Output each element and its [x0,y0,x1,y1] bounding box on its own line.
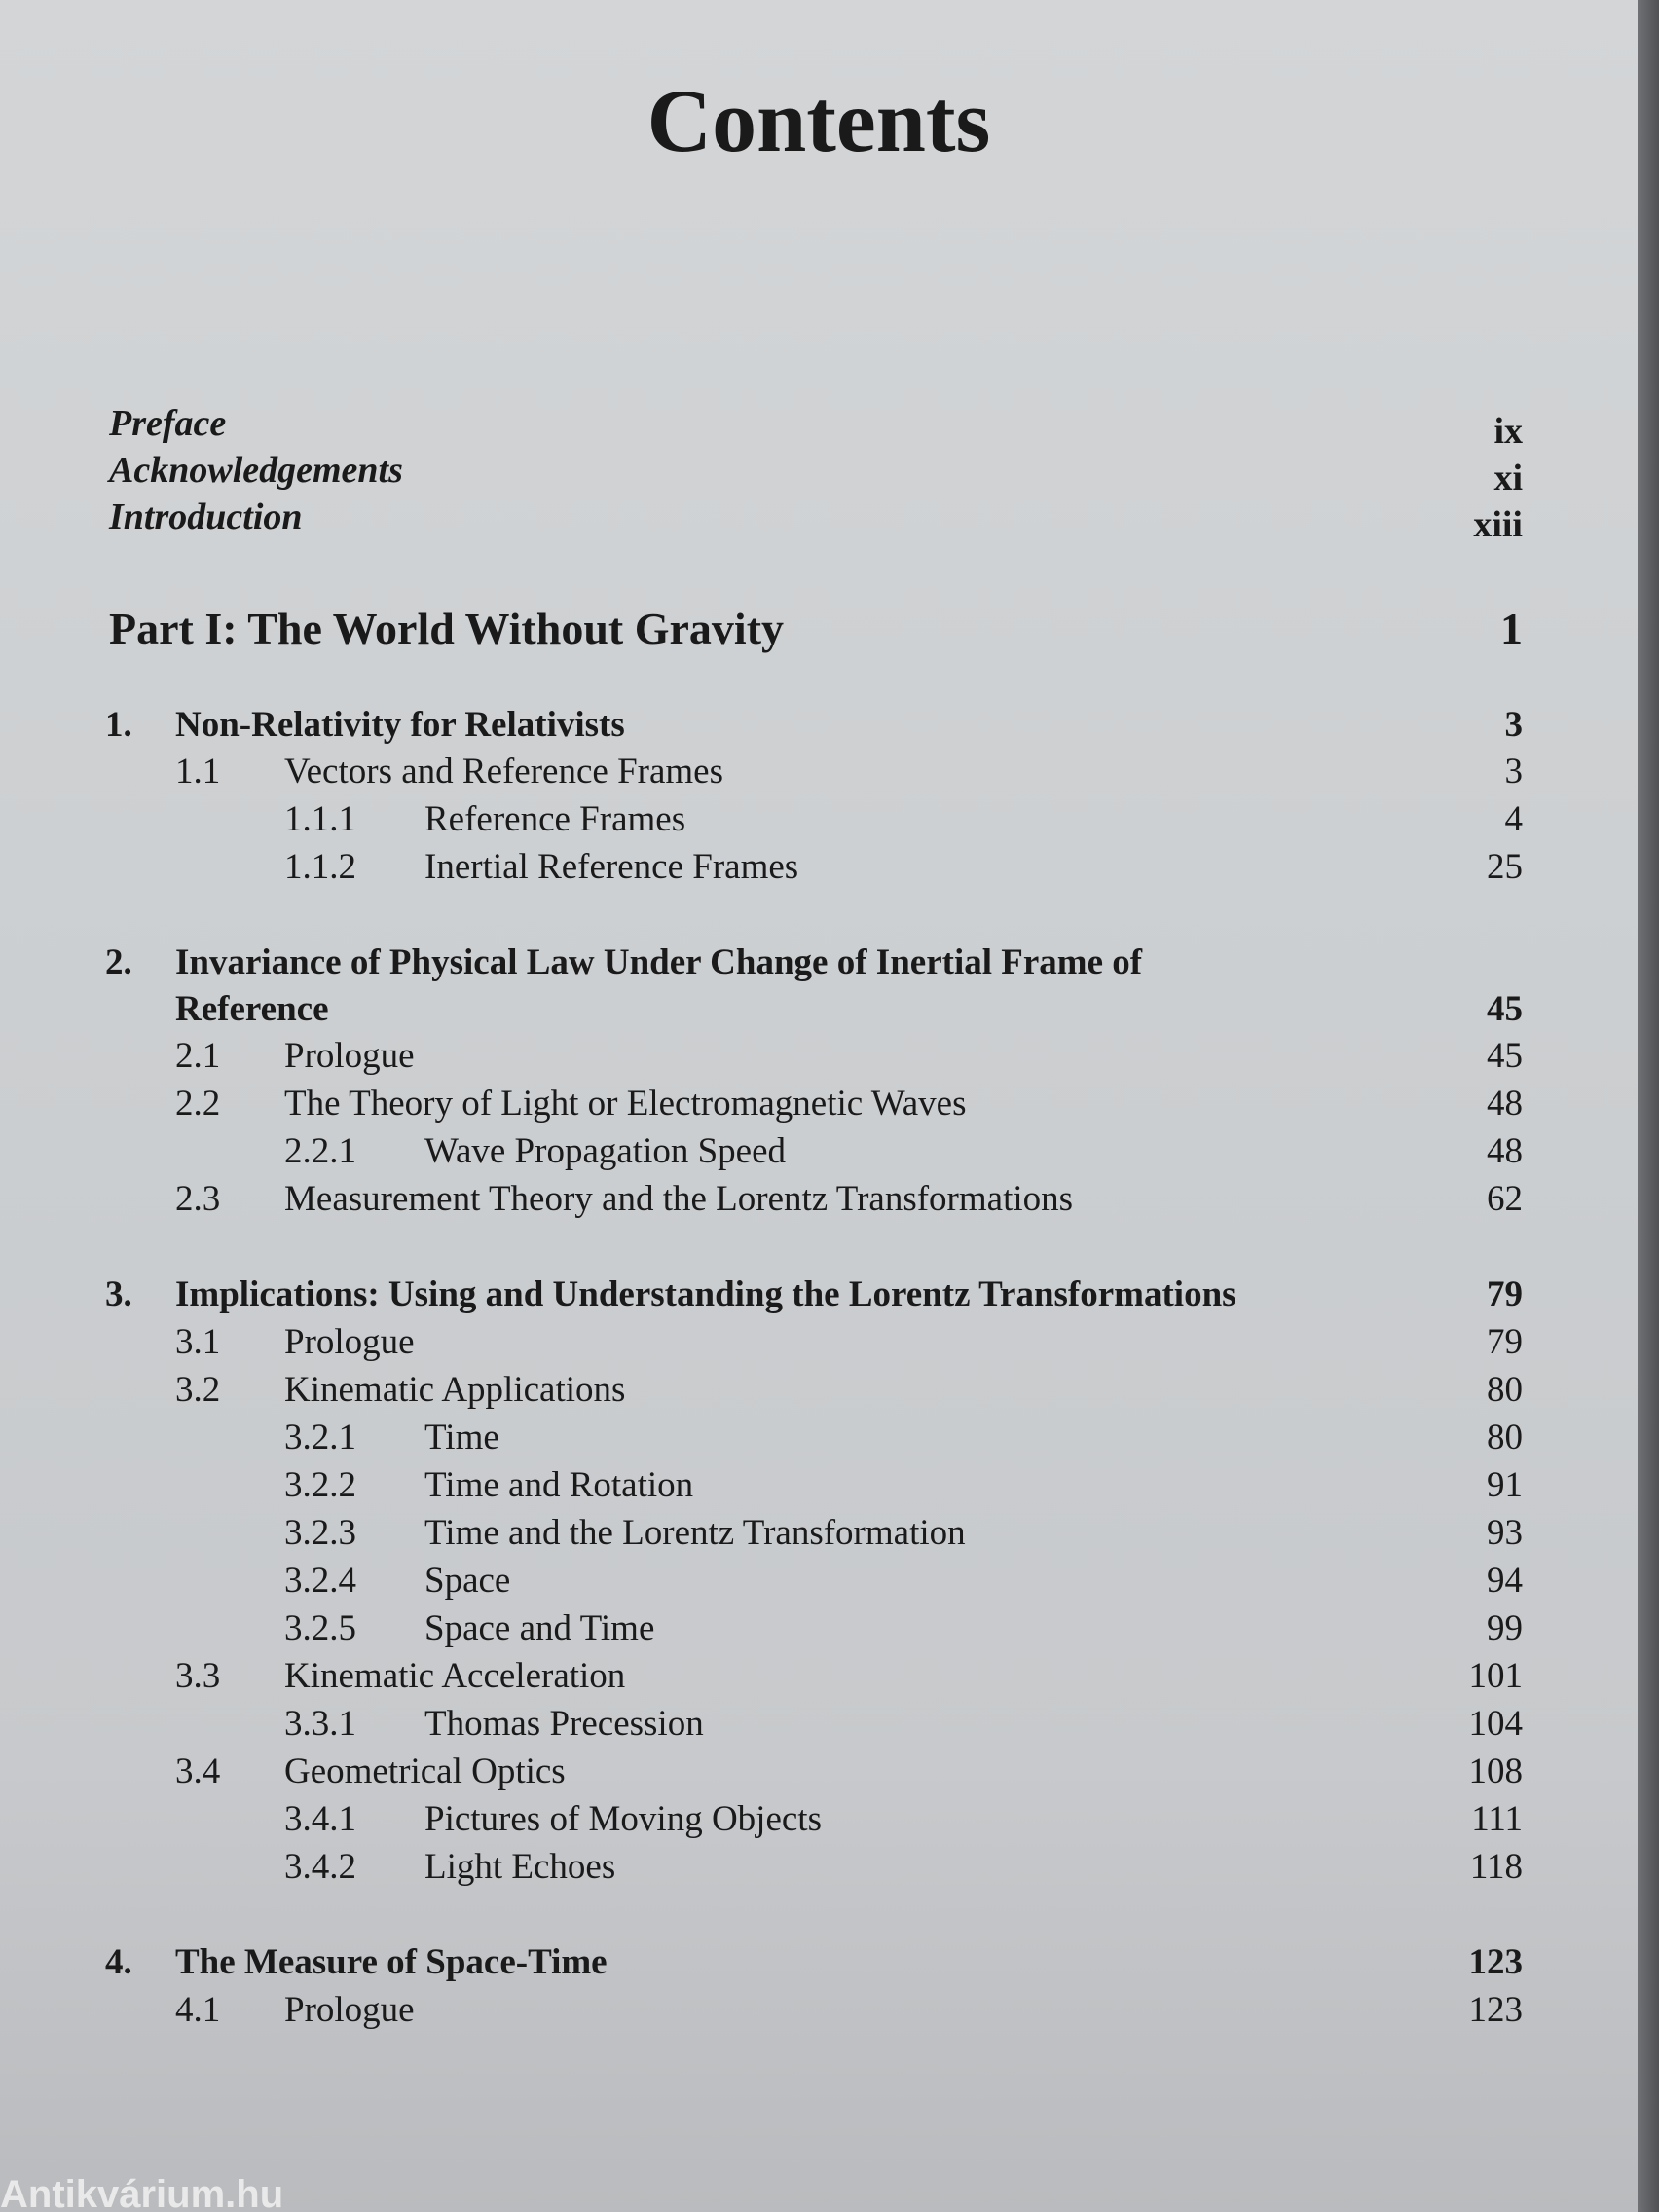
entry-number: 3.1 [175,1322,221,1362]
entry-title: Kinematic Acceleration [284,1656,626,1696]
entry-title: Space and Time [424,1608,655,1648]
entry-page: 3 [1504,705,1523,745]
entry-number: 3.2.2 [284,1465,356,1505]
entry-number: 1.1.1 [284,799,356,839]
toc-subsection [0,1845,1638,1890]
entry-page: 80 [1487,1418,1523,1457]
entry-number: 3.3.1 [284,1704,356,1744]
entry-page: 45 [1487,1036,1523,1076]
entry-number: 3.4.2 [284,1847,356,1887]
entry-number: 2.2 [175,1084,221,1124]
toc-chapter-continued [0,987,1638,1032]
entry-page: xi [1493,458,1523,498]
entry-number: 3.4.1 [284,1799,356,1839]
toc-section [0,1177,1638,1222]
toc-chapter [0,1272,1638,1317]
entry-page: 45 [1487,989,1523,1029]
toc-subsection [0,1559,1638,1604]
entry-title: Geometrical Optics [284,1751,566,1791]
entry-page: xiii [1473,504,1523,545]
toc-section [0,1654,1638,1699]
entry-title: Time [424,1418,499,1457]
entry-title: Inertial Reference Frames [424,847,799,887]
entry-title: Measurement Theory and the Lorentz Transformations [284,1179,1074,1219]
toc-chapter [0,1940,1638,1985]
entry-page: 123 [1468,1942,1523,1982]
entry-page: 79 [1487,1274,1523,1314]
entry-page: 48 [1487,1084,1523,1124]
entry-title: Light Echoes [424,1847,616,1887]
entry-number: 3.2 [175,1370,221,1410]
entry-number: 3.2.5 [284,1608,356,1648]
toc-section [0,1750,1638,1794]
entry-page: ix [1493,411,1523,452]
entry-number: 3.2.3 [284,1513,356,1553]
entry-title: The Measure of Space-Time [175,1942,608,1982]
entry-number: 2.1 [175,1036,221,1076]
entry-number: 2.3 [175,1179,221,1219]
entry-title: Time and Rotation [424,1465,694,1505]
toc-section [0,1082,1638,1126]
toc-chapter [0,940,1638,985]
toc-entry-preface [0,401,1638,452]
entry-title: Thomas Precession [424,1704,704,1744]
entry-title: Kinematic Applications [284,1370,626,1410]
page-edge [1638,0,1659,2212]
entry-number: 2. [105,942,132,982]
toc-section [0,1988,1638,2033]
toc-section [0,750,1638,794]
entry-title: Acknowledgements [109,450,403,491]
toc-section [0,1368,1638,1413]
entry-title: Introduction [109,497,303,537]
entry-page: 93 [1487,1513,1523,1553]
toc-subsection [0,1511,1638,1556]
watermark-text: Antikvárium.hu [0,2177,284,2212]
entry-page: 108 [1468,1751,1523,1791]
entry-number: 4. [105,1942,132,1982]
toc-subsection [0,1416,1638,1460]
entry-number: 3.2.4 [284,1561,356,1601]
entry-title: The Theory of Light or Electromagnetic Waves [284,1084,967,1124]
entry-title: Preface [109,403,227,444]
entry-number: 1.1 [175,752,221,792]
entry-page: 123 [1468,1990,1523,2030]
entry-page: 25 [1487,847,1523,887]
entry-number: 1. [105,705,132,745]
entry-title: Invariance of Physical Law Under Change of Inertial Frame of [175,942,1143,982]
toc-subsection [0,1463,1638,1508]
entry-title: Time and the Lorentz Transformation [424,1513,966,1553]
entry-title: Implications: Using and Understanding the Lorentz Transformations [175,1274,1236,1314]
entry-page: 99 [1487,1608,1523,1648]
entry-title: Space [424,1561,511,1601]
toc-chapter [0,703,1638,748]
entry-title: Non-Relativity for Relativists [175,705,625,745]
entry-number: 4.1 [175,1990,221,2030]
entry-title: Vectors and Reference Frames [284,752,723,792]
entry-page: 79 [1487,1322,1523,1362]
entry-number: 1.1.2 [284,847,356,887]
toc-subsection [0,1797,1638,1842]
entry-page: 4 [1504,799,1523,839]
entry-page: 91 [1487,1465,1523,1505]
entry-page: 94 [1487,1561,1523,1601]
entry-page: 101 [1468,1656,1523,1696]
toc-entry-introduction [0,495,1638,545]
part-title: Part I: The World Without Gravity [109,604,785,653]
entry-title: Wave Propagation Speed [424,1131,787,1171]
toc-section [0,1034,1638,1079]
entry-page: 62 [1487,1179,1523,1219]
entry-number: 3. [105,1274,132,1314]
toc-part-heading [0,602,1638,656]
entry-title-continued: Reference [175,989,329,1029]
toc-subsection [0,797,1638,842]
entry-title: Reference Frames [424,799,686,839]
entry-page: 111 [1471,1799,1523,1839]
entry-number: 2.2.1 [284,1131,356,1171]
entry-page: 48 [1487,1131,1523,1171]
part-page: 1 [1500,604,1523,653]
entry-page: 118 [1469,1847,1523,1887]
toc-subsection [0,1606,1638,1651]
page-title: Contents [646,71,991,170]
entry-page: 80 [1487,1370,1523,1410]
entry-number: 3.3 [175,1656,221,1696]
toc-subsection [0,1702,1638,1747]
entry-title: Prologue [284,1990,415,2030]
toc-subsection [0,1129,1638,1174]
entry-number: 3.2.1 [284,1418,356,1457]
toc-section [0,1320,1638,1365]
entry-page: 104 [1468,1704,1523,1744]
entry-title: Prologue [284,1036,415,1076]
entry-title: Prologue [284,1322,415,1362]
entry-page: 3 [1504,752,1523,792]
entry-number: 3.4 [175,1751,221,1791]
entry-title: Pictures of Moving Objects [424,1799,822,1839]
toc-entry-acknowledgements [0,448,1638,498]
toc-subsection [0,845,1638,890]
